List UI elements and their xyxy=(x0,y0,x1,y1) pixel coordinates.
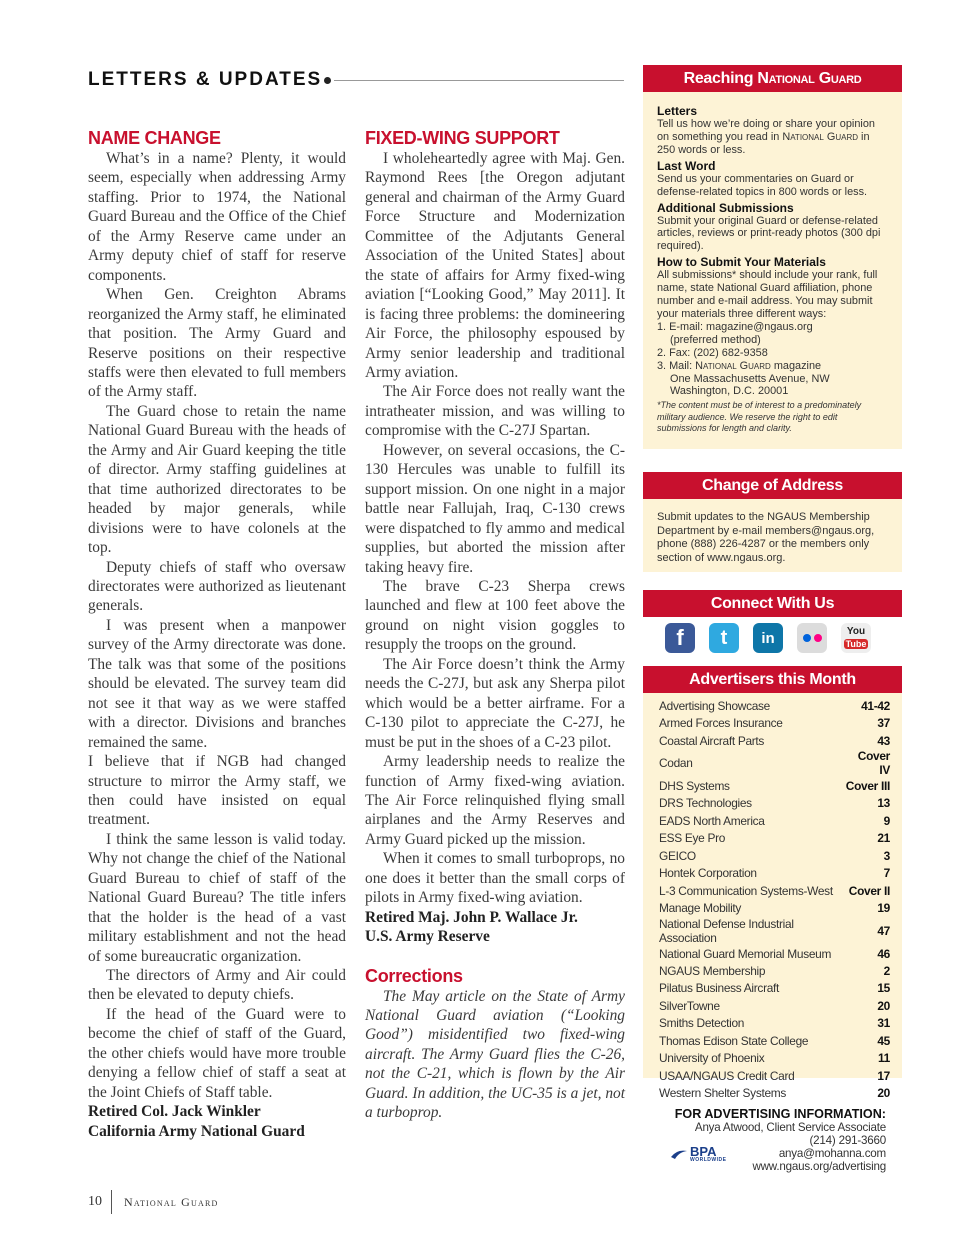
letters-text xyxy=(657,118,888,157)
icon-label: You xyxy=(846,626,866,637)
advertiser-page: 9 xyxy=(883,813,890,828)
advertiser-row xyxy=(659,1032,890,1049)
advertiser-name: Hontek Corporation xyxy=(659,866,757,881)
facebook-icon[interactable] xyxy=(665,623,695,653)
letter-fixed-wing xyxy=(365,127,625,1123)
advertiser-row xyxy=(659,997,890,1014)
advertiser-page: 31 xyxy=(877,1016,890,1031)
text: Tell us how we’re doing or share your opinion on something you read in xyxy=(657,118,875,143)
header-rule xyxy=(334,80,624,81)
letters-heading: Letters xyxy=(657,104,698,118)
address-text: Submit updates to the NGAUS Membership Department by e-mail members@ngaus.org, phone (888) 226-4287 or the members only section of www.ngaus.org. xyxy=(657,511,875,564)
method-email: 1. E-mail: magazine@ngaus.org xyxy=(657,320,813,333)
icon-label: in xyxy=(761,629,775,647)
advertiser-name: Pilatus Business Aircraft xyxy=(659,981,780,996)
advertiser-name: DHS Systems xyxy=(659,779,730,794)
text: 3. Mail: xyxy=(657,359,696,372)
page-number: 10 xyxy=(88,1194,102,1209)
bpa-text: BPA xyxy=(690,1144,717,1159)
paragraph: I believe that if NGB had changed structure to mirror the Army staff, we then could have insisted on equal treatment. xyxy=(88,753,346,829)
signature-affiliation: U.S. Army Reserve xyxy=(365,928,490,946)
advertiser-page: 20 xyxy=(877,1086,890,1101)
signature-affiliation: California Army National Guard xyxy=(88,1122,305,1140)
method-mail xyxy=(657,360,888,373)
icon-label: Tube xyxy=(845,639,867,649)
mail-city: Washington, D.C. 20001 xyxy=(670,385,789,398)
advertiser-name: DRS Technologies xyxy=(659,796,752,811)
bpa-swoosh-icon xyxy=(670,1148,688,1162)
advertiser-page: Cover IV xyxy=(857,749,890,778)
corrections-text: The May article on the State of Army National Guard aviation (“Looking Good”) misidentified two fixed-wing aircraft. The Army Guard flies the C-26, not the C-21, which is flown by the Air Guard. In addition, the UC-35 is a jet, not a turboprop. xyxy=(365,987,625,1122)
connect-title: Connect With Us xyxy=(643,590,902,617)
address-panel xyxy=(643,472,902,572)
advertiser-page: 41-42 xyxy=(861,698,890,713)
advertiser-page: Cover II xyxy=(848,883,890,898)
advertiser-page: 11 xyxy=(878,1051,890,1066)
reaching-panel xyxy=(643,65,902,449)
paragraph: What’s in a name? Plenty, it would seem, especially when addressing Army staffing. Prior to 1974, the National Guard Bureau and the Office of the Chief of the Army Reserve came under an Army deputy chief of staff for reserve components. xyxy=(88,150,346,284)
advertiser-page: 45 xyxy=(877,1033,890,1048)
advertiser-page: 21 xyxy=(877,831,890,846)
advertiser-row xyxy=(659,812,890,829)
advertiser-row xyxy=(659,962,890,979)
paragraph: The Air Force doesn’t think the Army needs the C-27J, but ask any Sherpa pilot which would be a better airframe. For a C-130 pilot to appreciate the C-27J, he must be put in the shoes of a C-23 pilot. xyxy=(365,655,625,751)
advertiser-row xyxy=(659,697,890,714)
ad-email[interactable]: anya@mohanna.com xyxy=(778,1147,886,1160)
bpa-subtext: WORLDWIDE xyxy=(690,1157,727,1163)
method-email-note: (preferred method) xyxy=(670,333,761,346)
paragraph: The directors of Army and Air could then be elevated to deputy chiefs. xyxy=(88,967,346,1004)
advertiser-name: Coastal Aircraft Parts xyxy=(659,733,765,748)
address-title: Change of Address xyxy=(643,472,902,499)
advertiser-page: 46 xyxy=(877,946,890,961)
advertisers-table xyxy=(659,697,890,1102)
advertiser-name: National Defense Industrial Association xyxy=(659,916,794,945)
advertiser-row xyxy=(659,1067,890,1084)
letter-title: FIXED-WING SUPPORT xyxy=(365,128,560,148)
advertising-info xyxy=(660,1108,886,1173)
corrections-title: Corrections xyxy=(365,965,463,986)
advertisers-panel xyxy=(643,666,902,1101)
text: magazine xyxy=(770,359,822,372)
advertiser-row xyxy=(659,714,890,731)
signature-name: Retired Maj. John P. Wallace Jr. xyxy=(365,908,578,926)
advertiser-row xyxy=(659,980,890,997)
connect-panel xyxy=(643,590,902,653)
ad-url[interactable]: www.ngaus.org/advertising xyxy=(752,1160,886,1173)
paragraph: I was present when a manpower survey of the Army directorate was done. The talk was that some of the positions should be elevated. The survey team did not see it that way as we were staffed with a director. Divisions and branches remained the same. xyxy=(88,616,346,751)
lastword-text: Send us your commentaries on Guard or defense-related topics in 800 words or less. xyxy=(657,172,868,198)
advertiser-page: 13 xyxy=(877,796,890,811)
advertiser-row xyxy=(659,847,890,864)
advertiser-page: 7 xyxy=(883,866,890,881)
advertiser-page: Cover III xyxy=(845,779,890,794)
ad-contact: Anya Atwood, Client Service Associate xyxy=(694,1121,886,1134)
additional-heading: Additional Submissions xyxy=(657,200,794,215)
advertiser-name: Manage Mobility xyxy=(659,901,742,916)
advertiser-page: 19 xyxy=(877,901,890,916)
ad-info-heading: FOR ADVERTISING INFORMATION: xyxy=(674,1107,886,1121)
advertiser-name: University of Phoenix xyxy=(659,1051,765,1066)
paragraph: However, on several occasions, the C-130 Hercules was unable to fulfill its support mission. On one night in a major battle near Fallujah, Iraq, C-130 crews were dispatched to fly ammo and medical supplies, but aborted the mission after taking heavy fire. xyxy=(365,441,625,576)
magazine-name: National Guard xyxy=(695,359,771,372)
paragraph: The Air Force does not really want the intratheater mission, and was willing to compromise with the C-27J Spartan. xyxy=(365,383,625,440)
advertiser-row xyxy=(659,732,890,749)
paragraph: Army leadership needs to realize the function of Army fixed-wing aviation. The Air Force relinquished flying small airplanes and the Army Reserves and Army Guard picked up the mission. xyxy=(365,753,625,848)
advertiser-page: 17 xyxy=(877,1068,890,1083)
advertiser-name: Smiths Detection xyxy=(659,1016,745,1031)
advertiser-row xyxy=(659,882,890,899)
advertiser-name: National Guard Memorial Museum xyxy=(659,946,832,961)
title-part: Reaching xyxy=(683,70,758,87)
icon-label: t xyxy=(720,626,728,649)
advertiser-name: EADS North America xyxy=(659,813,765,828)
advertiser-name: Western Shelter Systems xyxy=(659,1086,787,1101)
bpa-logo xyxy=(670,1146,726,1163)
advertiser-row xyxy=(659,899,890,916)
flickr-dot-blue xyxy=(803,634,811,642)
footer-divider xyxy=(111,1190,112,1214)
paragraph: The Guard chose to retain the name National Guard Bureau with the heads of the Army and Air Guard keeping the title of director. Army staffing guidelines at that time authorized directorates to be headed by major generals, while divisions were to have colonels at the top. xyxy=(88,402,346,557)
letter-title: NAME CHANGE xyxy=(88,128,221,148)
advertiser-row xyxy=(659,795,890,812)
text: in 250 words or less. xyxy=(657,130,870,156)
advertiser-page: 15 xyxy=(877,981,890,996)
advertiser-page: 47 xyxy=(877,923,890,938)
advertiser-page: 37 xyxy=(877,716,890,731)
paragraph: When it comes to small turboprops, no one does it better than the small corps of pilots in Army fixed-wing aviation. xyxy=(365,850,625,907)
youtube-icon[interactable] xyxy=(841,623,871,653)
title-part: National Guard xyxy=(757,70,862,87)
submission-note: *The content must be of interest to a predominately military audience. We reserve the right to edit submissions for length and clarity. xyxy=(657,400,862,434)
paragraph: If the head of the Guard were to become the chief of staff of the Guard, the other chiefs would have more trouble denying a fellow chief of staff a seat at the Joint Chiefs of Staff table. xyxy=(88,1005,346,1101)
flickr-icon[interactable] xyxy=(797,623,827,653)
advertiser-name: SilverTowne xyxy=(659,998,720,1013)
magazine-name: National Guard xyxy=(782,130,858,143)
advertiser-name: GEICO xyxy=(659,848,696,863)
advertisers-title: Advertisers this Month xyxy=(643,666,902,693)
advertiser-name: ESS Eye Pro xyxy=(659,831,726,846)
paragraph: I think the same lesson is valid today. Why not change the chief of the National Guard Bureau to chief of staff of the National Guard Bureau? The title infers that the holder is the head of a vast military establishment and not the head of some bureaucratic organization. xyxy=(88,830,346,965)
header-dot xyxy=(324,77,331,84)
letter-name-change xyxy=(88,127,346,1141)
advertiser-name: L-3 Communication Systems-West xyxy=(659,883,833,898)
mail-street: One Massachusetts Avenue, NW xyxy=(670,372,830,385)
flickr-dot-pink xyxy=(814,634,822,642)
linkedin-icon[interactable] xyxy=(753,623,783,653)
advertiser-page: 2 xyxy=(883,963,890,978)
advertiser-row xyxy=(659,749,890,777)
advertiser-name: Advertising Showcase xyxy=(659,698,770,713)
paragraph: Deputy chiefs of staff who oversaw directorates were authorized as lieutenant generals. xyxy=(88,558,346,615)
advertiser-name: Codan xyxy=(659,756,693,771)
section-title: LETTERS & UPDATES xyxy=(88,69,323,90)
advertiser-row xyxy=(659,1049,890,1066)
advertiser-name: Thomas Edison State College xyxy=(659,1033,809,1048)
twitter-icon[interactable] xyxy=(709,623,739,653)
how-text: All submissions* should include your rank, full name, state National Guard affiliation, phone number and e-mail address. You may submit your materials three different ways: xyxy=(657,269,878,320)
advertiser-name: NGAUS Membership xyxy=(659,963,766,978)
reaching-title xyxy=(643,65,902,92)
lastword-heading: Last Word xyxy=(657,158,716,173)
advertiser-row xyxy=(659,830,890,847)
advertiser-name: USAA/NGAUS Credit Card xyxy=(659,1068,795,1083)
advertiser-page: 43 xyxy=(877,733,890,748)
paragraph: The brave C-23 Sherpa crews launched and flew at 100 feet above the ground on night vision goggles to resupply the troops on the ground. xyxy=(365,577,625,654)
advertiser-row xyxy=(659,1015,890,1032)
signature-name: Retired Col. Jack Winkler xyxy=(88,1103,261,1121)
advertiser-row xyxy=(659,945,890,962)
advertiser-row xyxy=(659,1084,890,1101)
paragraph: I wholeheartedly agree with Maj. Gen. Raymond Rees [the Oregon adjutant general and chairman of the Army Guard Force Structure and Modernization Committee of the Adjutants General Association of the United States] about the state of affairs for Army fixed-wing aviation [“Looking Good,” May 2011]. It is facing three problems: the domineering Air Force, the philosophy espoused by Army senior leadership and traditional Army aviation. xyxy=(365,150,625,381)
advertiser-page: 20 xyxy=(877,998,890,1013)
social-icons xyxy=(643,617,902,653)
advertiser-row xyxy=(659,917,890,945)
additional-text: Submit your original Guard or defense-related articles, reviews or print-ready photos (300 dpi required). xyxy=(657,214,881,253)
method-fax: 2. Fax: (202) 682-9358 xyxy=(657,346,768,359)
ad-phone: (214) 291-3660 xyxy=(809,1134,886,1147)
advertiser-page: 3 xyxy=(883,848,890,863)
advertiser-row xyxy=(659,777,890,794)
paragraph: When Gen. Creighton Abrams reorganized the Army staff, he eliminated that position. The Army Guard and Reserve positions on their respective staffs were then elevated to full members of the Army staff. xyxy=(88,286,346,401)
magazine-name: National Guard xyxy=(124,1195,219,1209)
advertiser-name: Armed Forces Insurance xyxy=(659,716,783,731)
advertiser-row xyxy=(659,865,890,882)
how-heading: How to Submit Your Materials xyxy=(657,255,826,270)
icon-label: f xyxy=(676,625,684,650)
